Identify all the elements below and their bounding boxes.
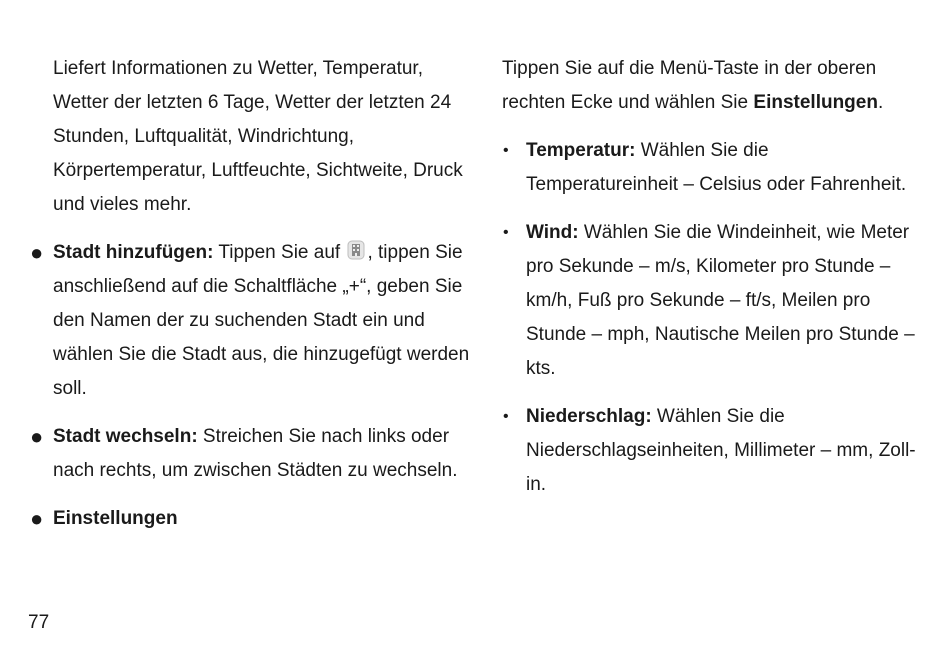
bullet-icon: • bbox=[503, 408, 509, 425]
bullet-icon: • bbox=[503, 224, 509, 241]
list-item-precipitation bbox=[502, 400, 922, 502]
term-add-city: Stadt hinzufügen: bbox=[53, 242, 214, 263]
list-item-switch-city bbox=[30, 420, 470, 488]
left-column bbox=[30, 52, 470, 536]
list-item-add-city bbox=[30, 236, 470, 406]
list-item-temperature bbox=[502, 134, 922, 202]
page-number: 77 bbox=[28, 612, 50, 633]
bullet-icon: ● bbox=[30, 240, 44, 265]
city-manager-icon bbox=[347, 238, 365, 258]
wind-text: Wählen Sie die Windeinheit, wie Meter pro Sekunde – m/s, Kilometer pro Stunde – km/h, Fuß pro Sekunde – ft/s, Meilen pro Stunde – mph, Nautische Meilen pro Stunde – kts. bbox=[526, 222, 915, 379]
switch-city-text: Streichen Sie nach links oder nach rechts, um zwischen Städten zu wechseln. bbox=[53, 426, 458, 481]
settings-intro-paragraph bbox=[502, 52, 922, 120]
add-city-text-before: Tippen Sie auf bbox=[213, 242, 346, 263]
settings-intro-term: Einstellungen bbox=[753, 92, 878, 113]
settings-intro-end: . bbox=[877, 92, 884, 113]
term-temperature: Temperatur: bbox=[526, 140, 636, 161]
precipitation-text: Wählen Sie die Niederschlagseinheiten, Millimeter – mm, Zoll- in. bbox=[526, 406, 916, 495]
term-precipitation: Niederschlag: bbox=[526, 406, 652, 427]
bullet-icon: • bbox=[503, 142, 509, 159]
term-settings: Einstellungen bbox=[53, 508, 178, 529]
right-column bbox=[502, 52, 922, 502]
list-item-wind bbox=[502, 216, 922, 386]
term-wind: Wind: bbox=[526, 222, 579, 243]
bullet-icon: ● bbox=[30, 424, 44, 449]
list-item-settings bbox=[30, 502, 470, 536]
term-switch-city: Stadt wechseln: bbox=[53, 426, 198, 447]
intro-paragraph: Liefert Informationen zu Wetter, Temperatur, Wetter der letzten 6 Tage, Wetter der letzten 24 Stunden, Luftqualität, Windrichtung, Körpertemperatur, Luftfeuchte, Sichtweite, Druck und vieles mehr. bbox=[53, 58, 463, 215]
add-city-text-after: , tippen Sie anschließend auf die Schaltfläche „+“, geben Sie den Namen der zu suchenden Stadt ein und wählen Sie die Stadt aus, die hinzugefügt werden soll. bbox=[53, 242, 470, 399]
bullet-icon: ● bbox=[30, 506, 44, 531]
settings-intro-text: Tippen Sie auf die Menü-Taste in der oberen rechten Ecke und wählen Sie bbox=[502, 58, 877, 113]
temperature-text: Wählen Sie die Temperatureinheit – Celsius oder Fahrenheit. bbox=[526, 140, 907, 195]
